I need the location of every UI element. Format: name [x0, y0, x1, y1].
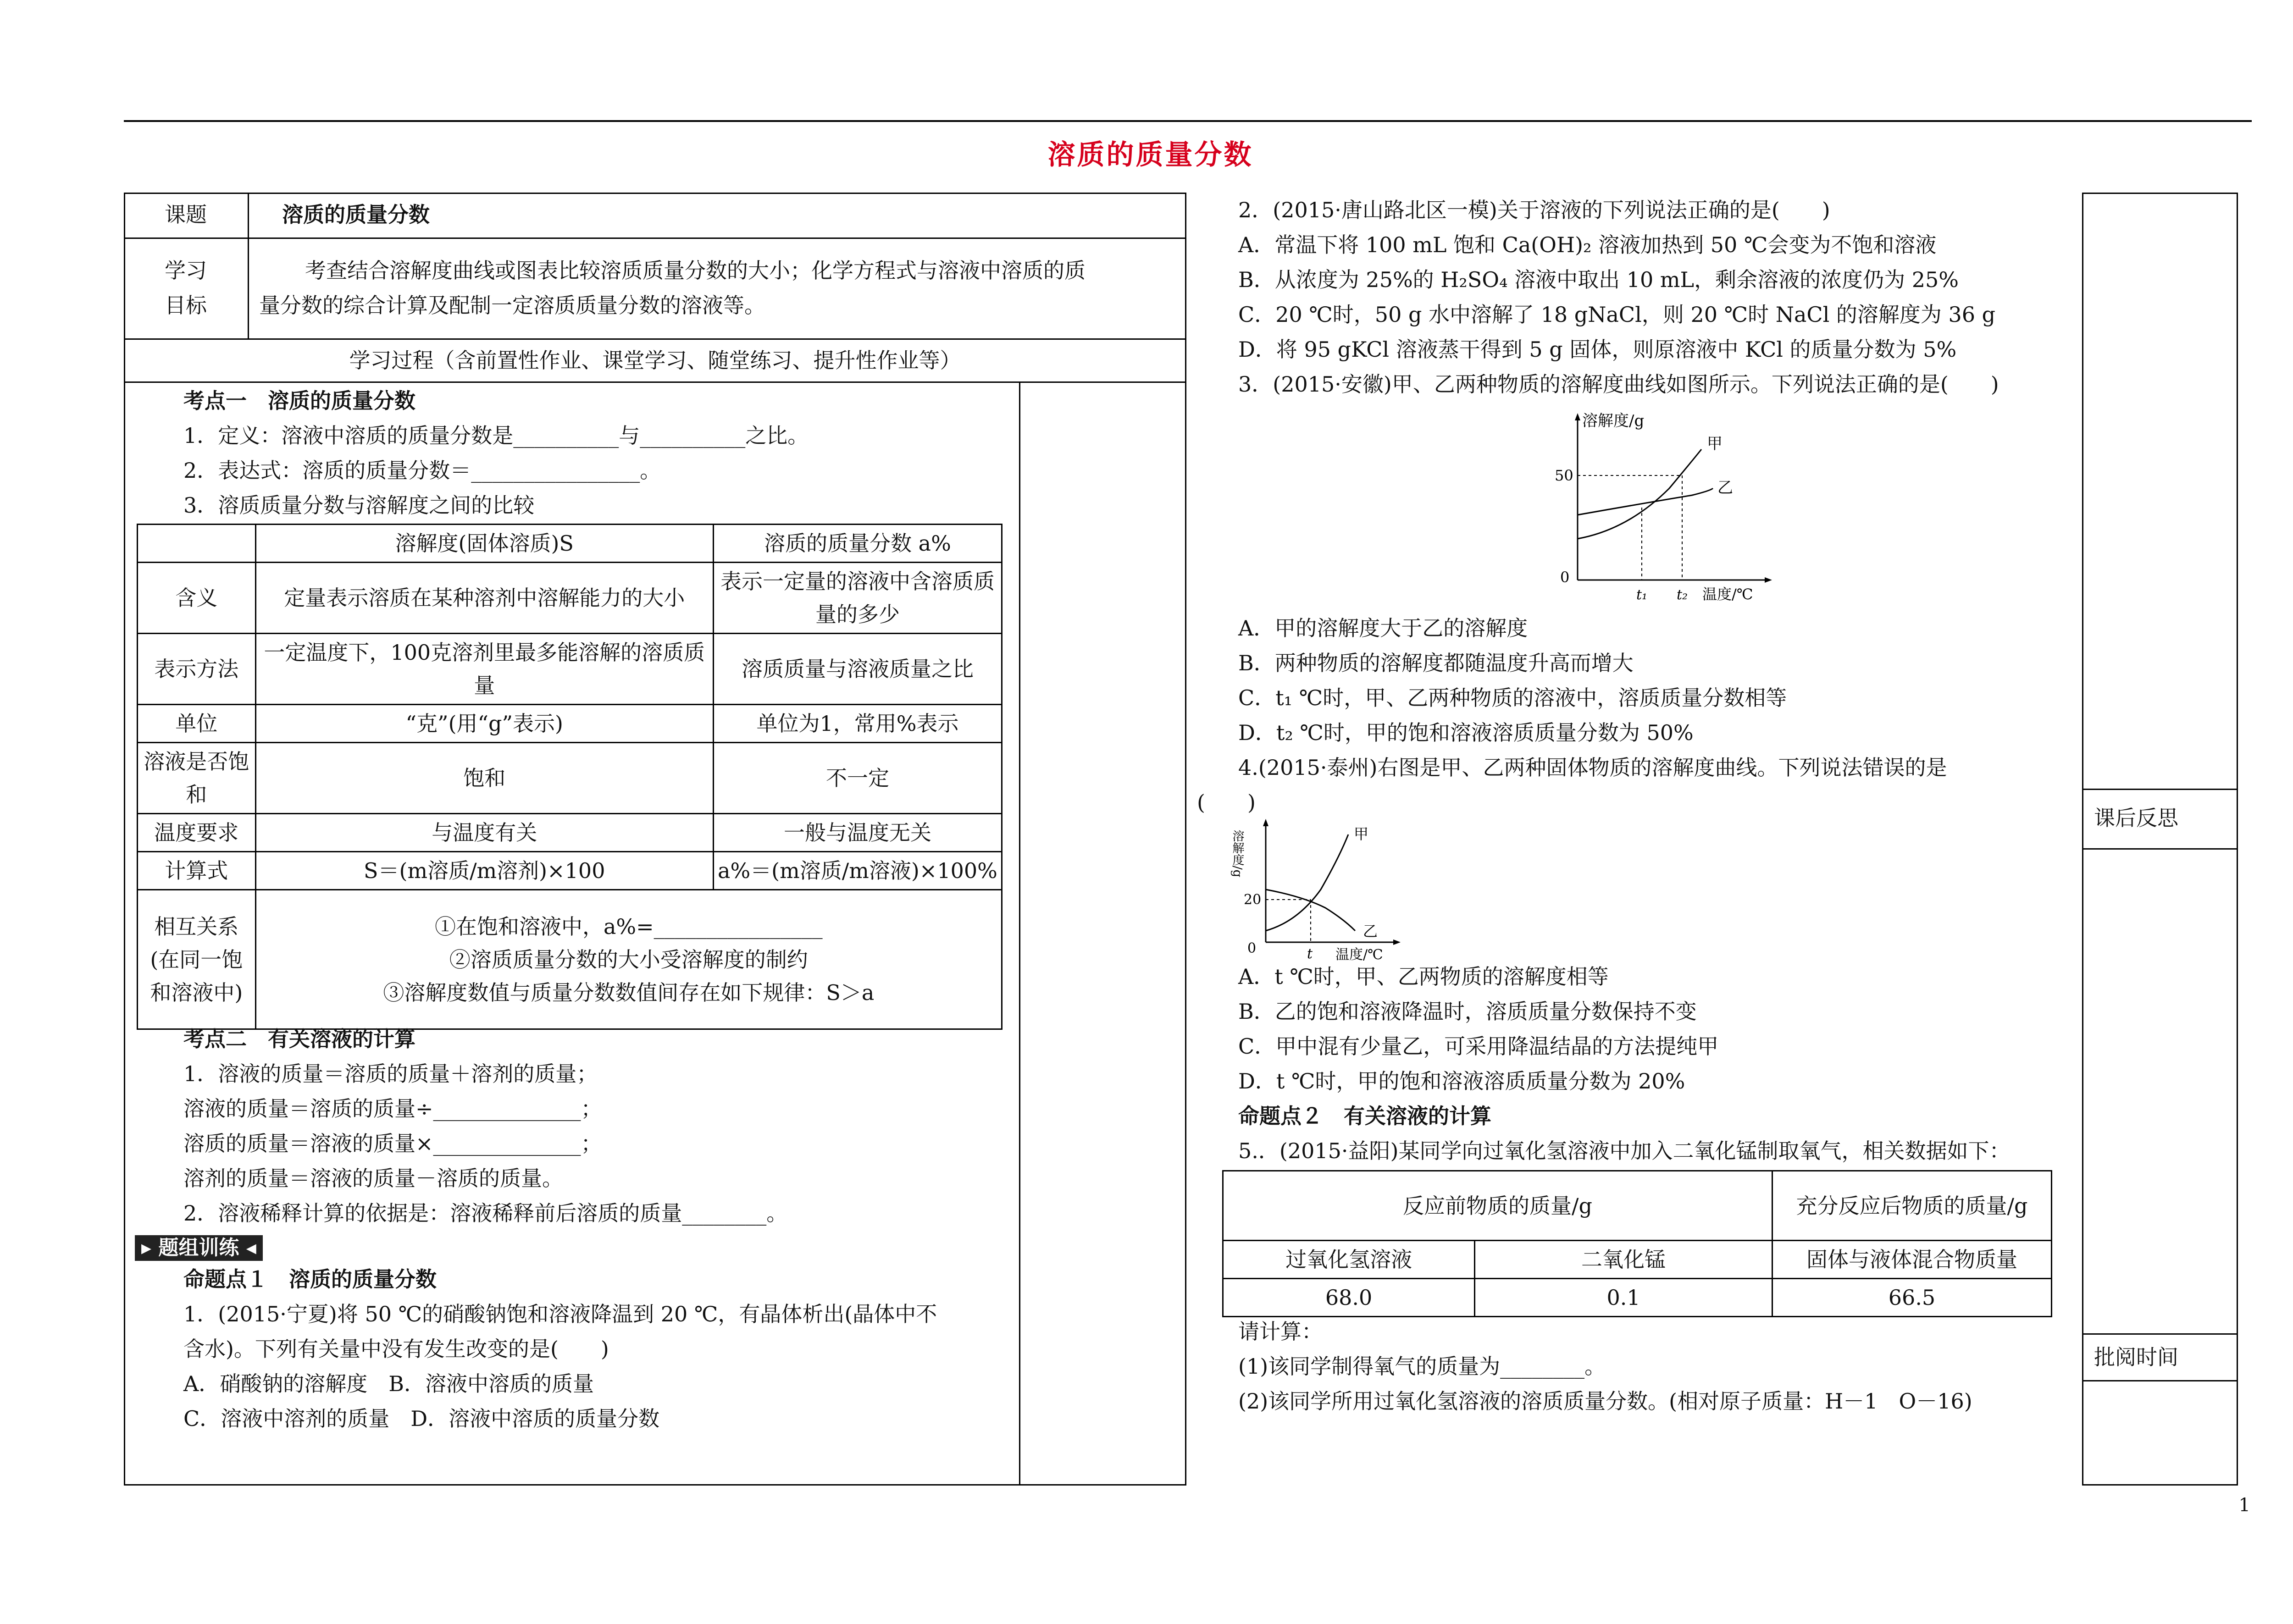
kp2-line3: 溶质的质量＝溶液的质量×______________；	[183, 1131, 602, 1156]
q5-line0: 5.．(2015·益阳)某同学向过氧化氢溶液中加入二氧化锰制取氧气，相关数据如下：	[1238, 1138, 2011, 1163]
q1-line1: 1．(2015·宁夏)将 50 ℃的硝酸钠饱和溶液降温到 20 ℃，有晶体析出(晶体中不	[183, 1302, 937, 1326]
kp1-title: 考点一 溶质的质量分数	[183, 388, 415, 413]
triangle-left-icon: ◂	[239, 1236, 256, 1259]
cmp-row-label: 溶液是否饱和	[138, 743, 256, 814]
triangle-right-icon: ▸	[141, 1236, 159, 1259]
q2-option-c: C．20 ℃时，50 g 水中溶解了 18 gNaCl，则 20 ℃时 NaCl 的溶解度为 36 g	[1238, 302, 1996, 327]
relation-line1: ①在饱和溶液中，a%=________________	[434, 914, 823, 939]
cmp-relation-cell	[255, 890, 1002, 1029]
cmp-row-label: 相互关系(在同一饱和溶液中)	[138, 890, 256, 1029]
curve-jia	[1578, 449, 1701, 539]
kp1-line2: 2．表达式：溶质的质量分数＝________________。	[183, 458, 661, 483]
q1-line4: C．溶液中溶剂的质量 D．溶液中溶质的质量分数	[183, 1406, 660, 1431]
rx-header-before: 反应前物质的质量/g	[1223, 1171, 1772, 1241]
kp2-line2: 溶液的质量＝溶质的质量÷______________；	[183, 1096, 602, 1121]
rx-header-after: 充分反应后物质的质量/g	[1772, 1171, 2051, 1241]
cmp-row-label: 单位	[138, 705, 256, 743]
goal-text-line2: 量分数的综合计算及配制一定溶质质量分数的溶液等。	[259, 293, 765, 318]
cmp-cell: “克”(用“g”表示)	[255, 705, 713, 743]
kp1-line3: 3．溶质质量分数与溶解度之间的比较	[183, 493, 535, 518]
cmp-header-fraction: 溶质的质量分数 a%	[713, 525, 1002, 563]
divider	[2082, 1333, 2238, 1335]
m2-title: 命题点２ 有关溶液的计算	[1238, 1104, 1491, 1128]
rx-col-h2o2: 过氧化氢溶液	[1223, 1241, 1475, 1279]
g1-series-yi: 乙	[1717, 479, 1733, 497]
g2-series-yi: 乙	[1363, 922, 1378, 940]
divider	[124, 238, 1186, 239]
process-header: 学习过程（含前置性作业、课堂学习、随堂练习、提升性作业等）	[349, 348, 961, 373]
divider	[2082, 848, 2238, 850]
cmp-cell: 一般与温度无关	[713, 814, 1002, 852]
q5-line2: (1)该同学制得氧气的质量为________。	[1238, 1354, 1606, 1379]
y-axis-arrow	[1575, 413, 1580, 420]
cmp-cell: 不一定	[713, 743, 1002, 814]
cmp-cell: 饱和	[255, 743, 713, 814]
kp2-line1: 1．溶液的质量＝溶质的质量＋溶剂的质量；	[183, 1061, 598, 1086]
divider	[248, 193, 249, 338]
drill-tag-label: 题组训练	[158, 1236, 239, 1259]
q1-line2: 含水)。下列有关量中没有发生改变的是( )	[183, 1337, 609, 1361]
q1-line3: A．硝酸钠的溶解度 B．溶液中溶质的质量	[183, 1371, 594, 1396]
page-number: 1	[2238, 1495, 2250, 1516]
kp2-line4: 溶剂的质量＝溶液的质量－溶质的质量。	[183, 1166, 563, 1191]
review-label: 批阅时间	[2094, 1345, 2178, 1370]
q4-option-b: B．乙的饱和溶液降温时，溶质质量分数保持不变	[1238, 999, 1697, 1024]
solubility-graph-2	[1230, 816, 1426, 972]
cmp-row-label: 含义	[138, 563, 256, 634]
topic-label: 课题	[165, 202, 207, 227]
q2-option-a: A．常温下将 100 mL 饱和 Ca(OH)₂ 溶液加热到 50 ℃会变为不饱和溶液	[1238, 232, 1937, 257]
reflect-label: 课后反思	[2094, 806, 2178, 830]
drill-tag	[135, 1235, 263, 1261]
rx-val-h2o2: 68.0	[1223, 1279, 1475, 1317]
g2-series-jia: 甲	[1354, 825, 1369, 843]
divider	[2082, 789, 2238, 790]
cmp-cell: 溶质质量与溶液质量之比	[713, 634, 1002, 705]
divider	[124, 381, 1186, 383]
m1-title: 命题点１ 溶质的质量分数	[183, 1267, 437, 1292]
kp2-line5: 2．溶液稀释计算的依据是：溶液稀释前后溶质的质量________。	[183, 1201, 788, 1226]
cmp-cell: 定量表示溶质在某种溶剂中溶解能力的大小	[255, 563, 713, 634]
q4-option-a: A．t ℃时，甲、乙两物质的溶解度相等	[1238, 964, 1609, 989]
q2-line0: 2．(2015·唐山路北区一模)关于溶液的下列说法正确的是( )	[1238, 198, 1830, 222]
g1-ylabel: 溶解度/g	[1582, 412, 1645, 430]
q3-option-d: D．t₂ ℃时，甲的饱和溶液溶质质量分数为 50%	[1238, 720, 1694, 745]
rx-val-mno2: 0.1	[1475, 1279, 1772, 1317]
q4-option-d: D．t ℃时，甲的饱和溶液溶质质量分数为 20%	[1238, 1069, 1685, 1094]
goal-label-1: 学习	[165, 258, 207, 283]
g1-origin: 0	[1560, 569, 1570, 586]
g1-y50: 50	[1555, 467, 1573, 484]
goal-text-line1: 考查结合溶解度曲线或图表比较溶质质量分数的大小；化学方程式与溶液中溶质的质	[305, 258, 1086, 283]
q5-line3: (2)该同学所用过氧化氢溶液的溶质质量分数。(相对原子质量：H－1 O－16)	[1238, 1389, 1972, 1414]
x-axis-arrow	[1393, 939, 1401, 945]
q3-option-c: C．t₁ ℃时，甲、乙两种物质的溶液中，溶质质量分数相等	[1238, 685, 1787, 710]
cmp-cell: 与温度有关	[255, 814, 713, 852]
cmp-cell: S＝(m溶质/m溶剂)×100	[255, 852, 713, 890]
topic-value: 溶质的质量分数	[282, 202, 430, 227]
cmp-cell: a%＝(m溶质/m溶液)×100%	[713, 852, 1002, 890]
g1-t2: t₂	[1677, 587, 1688, 603]
relation-line2: ②溶质质量分数的大小受溶解度的制约	[449, 947, 808, 972]
q3-option-a: A．甲的溶解度大于乙的溶解度	[1238, 616, 1528, 641]
curve-yi	[1578, 488, 1713, 515]
comparison-table	[137, 524, 1002, 1030]
q2-option-b: B．从浓度为 25%的 H₂SO₄ 溶液中取出 10 mL，剩余溶液的浓度仍为 25%	[1238, 267, 1959, 292]
divider	[1019, 381, 1020, 1486]
rx-col-mixture: 固体与液体混合物质量	[1772, 1241, 2051, 1279]
cmp-row-label: 表示方法	[138, 634, 256, 705]
cmp-row-label: 计算式	[138, 852, 256, 890]
g2-origin: 0	[1247, 940, 1257, 956]
q3-option-b: B．两种物质的溶解度都随温度升高而增大	[1238, 651, 1634, 675]
page-title: 溶质的质量分数	[1047, 139, 1253, 171]
cmp-cell: 一定温度下，100克溶剂里最多能溶解的溶质质量	[255, 634, 713, 705]
q4-line0: 4.(2015·泰州)右图是甲、乙两种固体物质的溶解度曲线。下列说法错误的是	[1238, 755, 1947, 780]
rx-col-mno2: 二氧化锰	[1475, 1241, 1772, 1279]
g2-t: t	[1307, 946, 1313, 962]
curve-jia	[1266, 834, 1348, 931]
cmp-header-solubility: 溶解度(固体溶质)S	[255, 525, 713, 563]
kp2-title: 考点二 有关溶液的计算	[183, 1027, 415, 1051]
reaction-data-table	[1222, 1170, 2052, 1317]
g2-xlabel: 温度/℃	[1335, 947, 1383, 963]
g1-xlabel: 温度/℃	[1702, 586, 1753, 603]
q3-line0: 3．(2015·安徽)甲、乙两种物质的溶解度曲线如图所示。下列说法正确的是( )	[1238, 372, 1999, 397]
y-axis-arrow	[1263, 819, 1268, 826]
rx-val-mixture: 66.5	[1772, 1279, 2051, 1317]
kp1-line1: 1．定义：溶液中溶质的质量分数是__________与__________之比。	[183, 423, 809, 448]
q2-option-d: D．将 95 gKCl 溶液蒸干得到 5 g 固体，则原溶液中 KCl 的质量分数为 5%	[1238, 337, 1957, 362]
curve-yi	[1266, 889, 1355, 931]
g1-t1: t₁	[1636, 587, 1648, 603]
divider	[2082, 1380, 2238, 1381]
cmp-cell: 表示一定量的溶液中含溶质质量的多少	[713, 563, 1002, 634]
divider	[124, 338, 1186, 340]
cmp-corner	[138, 525, 256, 563]
q4-option-c: C．甲中混有少量乙，可采用降温结晶的方法提纯甲	[1238, 1034, 1719, 1059]
relation-line3: ③溶解度数值与质量分数数值间存在如下规律：S＞a	[383, 980, 875, 1005]
q4-line1: ( )	[1197, 790, 1256, 815]
goal-label-2: 目标	[165, 293, 207, 318]
g2-ylabel: 溶解度/g	[1230, 830, 1244, 878]
x-axis-arrow	[1765, 577, 1772, 583]
q5-line1: 请计算：	[1238, 1319, 1323, 1344]
cmp-row-label: 温度要求	[138, 814, 256, 852]
top-rule	[124, 120, 2252, 122]
cmp-cell: 单位为1，常用%表示	[713, 705, 1002, 743]
g2-y20: 20	[1244, 892, 1262, 908]
g1-series-jia: 甲	[1707, 435, 1723, 453]
margin-panel	[2082, 193, 2238, 1486]
solubility-graph-1	[1536, 410, 1793, 608]
